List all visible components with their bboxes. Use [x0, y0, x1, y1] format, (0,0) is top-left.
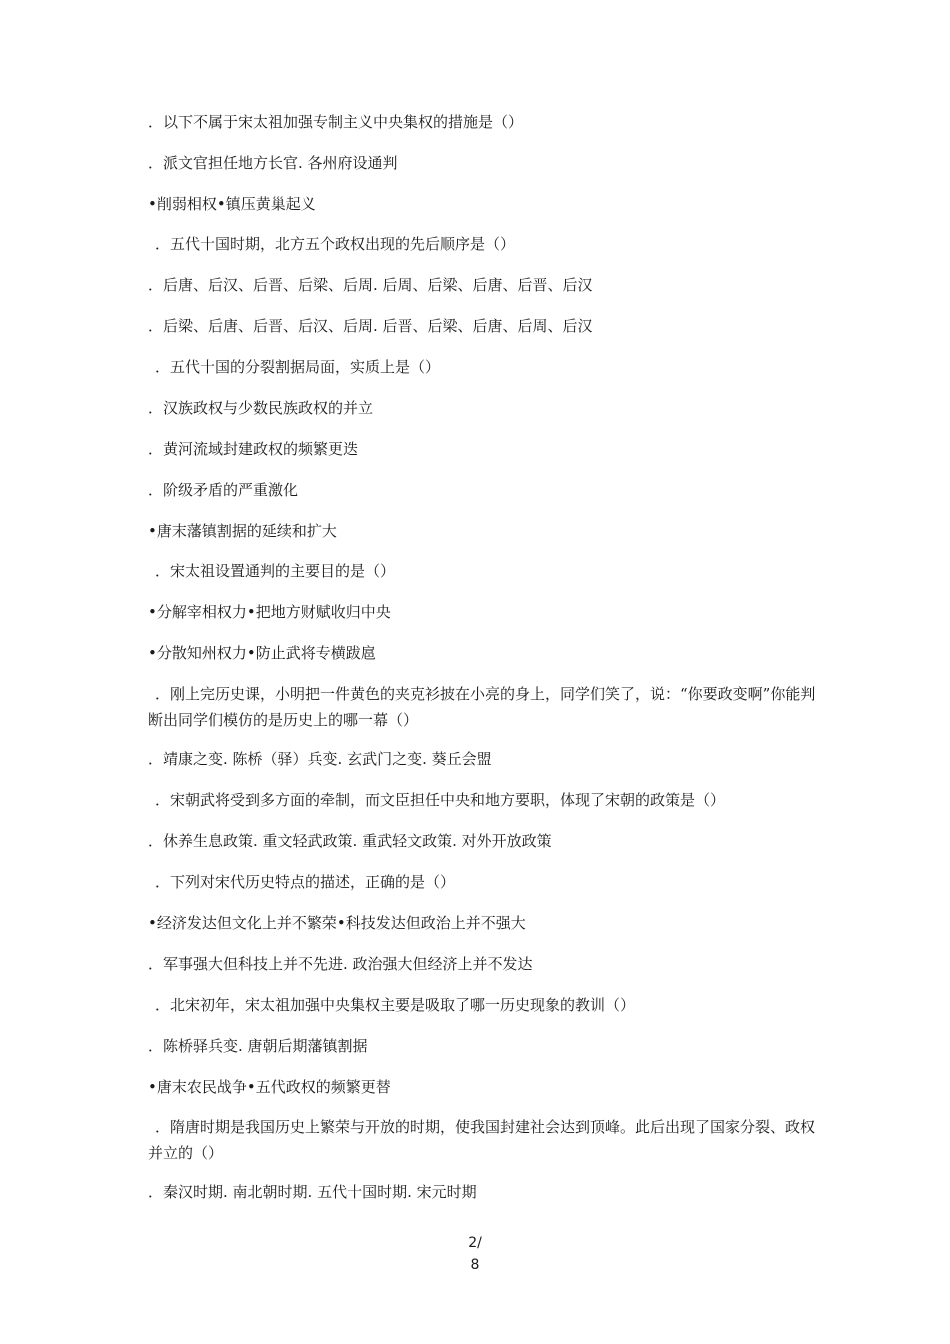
question-3-option-c: ．阶级矛盾的严重激化	[148, 481, 299, 499]
question-4-options-ab: •分解宰相权力•把地方财赋收归中央	[148, 603, 391, 621]
question-4-stem: ．宋太祖设置通判的主要目的是（）	[155, 562, 396, 580]
question-2-stem: ．五代十国时期，北方五个政权出现的先后顺序是（）	[155, 235, 516, 253]
question-6-stem: ．宋朝武将受到多方面的牵制，而文臣担任中央和地方要职，体现了宋朝的政策是（）	[155, 791, 726, 809]
question-1-stem: ．以下不属于宋太祖加强专制主义中央集权的措施是（）	[148, 113, 524, 131]
question-5-options: ．靖康之变. 陈桥（驿）兵变. 玄武门之变. 葵丘会盟	[148, 750, 492, 768]
question-7-options-ab: •经济发达但文化上并不繁荣•科技发达但政治上并不强大	[148, 914, 526, 932]
page-number-current: 2/	[468, 1235, 482, 1251]
question-5-stem: ．刚上完历史课，小明把一件黄色的夹克衫披在小亮的身上，同学们笑了，说：“你要政变啊”你能判断出同学们模仿的是历史上的哪一幕（）	[148, 685, 816, 729]
question-6-options: ．休养生息政策. 重文轻武政策. 重武轻文政策. 对外开放政策	[148, 832, 552, 850]
question-2-options-ab: ．后唐、后汉、后晋、后梁、后周. 后周、后梁、后唐、后晋、后汉	[148, 276, 593, 294]
question-7-stem: ．下列对宋代历史特点的描述，正确的是（）	[155, 873, 456, 891]
page-number	[0, 1232, 950, 1276]
question-9-options: ．秦汉时期. 南北朝时期. 五代十国时期. 宋元时期	[148, 1183, 477, 1201]
question-4-options-cd: •分散知州权力•防止武将专横跋扈	[148, 644, 376, 662]
question-3-option-b: ．黄河流域封建政权的频繁更迭	[148, 440, 359, 458]
question-1-options-cd: •削弱相权•镇压黄巢起义	[148, 195, 316, 213]
question-3-option-d: •唐末藩镇割据的延续和扩大	[148, 522, 337, 540]
question-9-stem: ．隋唐时期是我国历史上繁荣与开放的时期，使我国封建社会达到顶峰。此后出现了国家分裂、政权并立的（）	[148, 1118, 816, 1162]
question-3-option-a: ．汉族政权与少数民族政权的并立	[148, 399, 374, 417]
question-1-options-ab: ．派文官担任地方长官. 各州府设通判	[148, 154, 398, 172]
question-8-options-cd: •唐末农民战争•五代政权的频繁更替	[148, 1078, 391, 1096]
question-3-stem: ．五代十国的分裂割据局面，实质上是（）	[155, 358, 441, 376]
page-number-total: 8	[470, 1257, 480, 1273]
question-2-options-cd: ．后梁、后唐、后晋、后汉、后周. 后晋、后梁、后唐、后周、后汉	[148, 317, 593, 335]
question-8-stem: ．北宋初年，宋太祖加强中央集权主要是吸取了哪一历史现象的教训（）	[155, 996, 636, 1014]
question-8-options-ab: ．陈桥驿兵变. 唐朝后期藩镇割据	[148, 1037, 368, 1055]
question-7-options-cd: ．军事强大但科技上并不先进. 政治强大但经济上并不发达	[148, 955, 533, 973]
